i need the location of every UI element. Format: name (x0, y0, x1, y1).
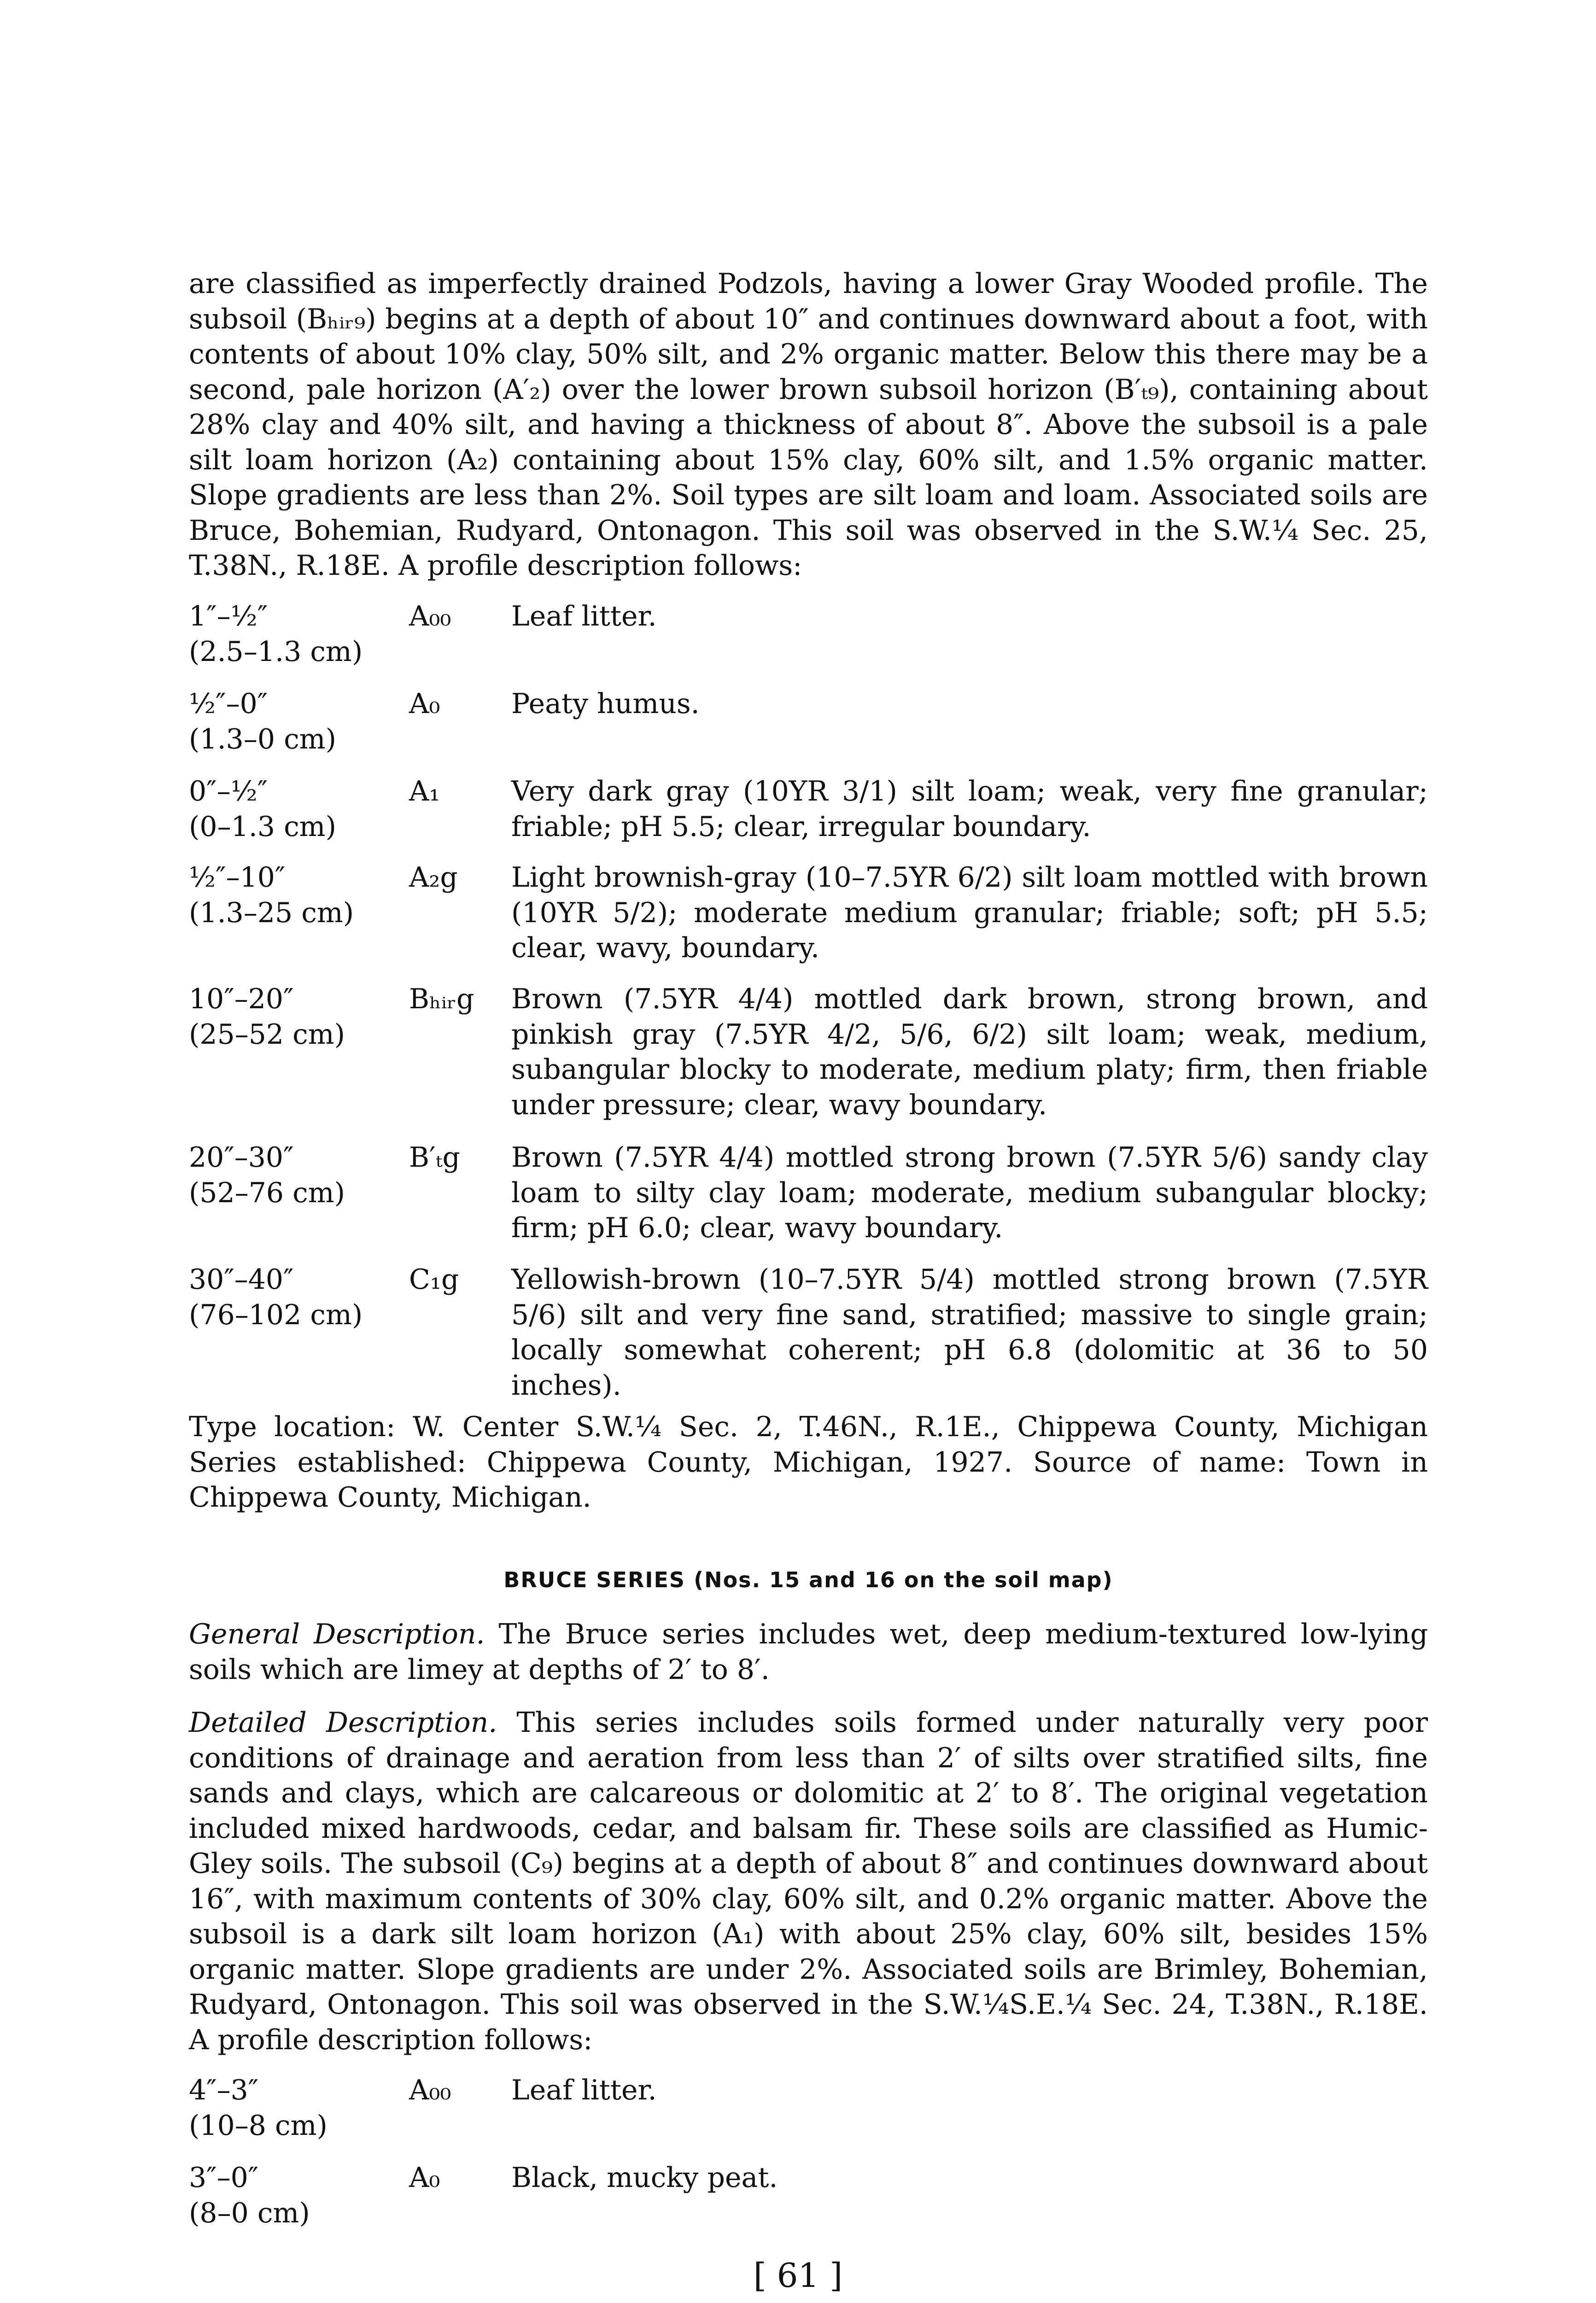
horizon-depth: 20″–30″ (52–76 cm) (189, 1141, 345, 1209)
horizon-symbol: Bₕᵢᵣg (409, 983, 474, 1015)
paragraph-text: This series includes soils formed under naturally very poor conditions of drainage and aeration from less than 2′ of silts over stratified silts, fine sands and clays, which are calcareous or dolomitic at 2′ to 8′. The original vegetation included mixed hardwoods, cedar, and balsam fir. These soils are classified as Humic-Gley soils. The subsoil (C₉) begins at a depth of about 8″ and continues downward about 16″, with maximum contents of 30% clay, 60% silt, and 0.2% organic matter. Above the subsoil is a dark silt loam horizon (A₁) with about 25% clay, 60% silt, besides 15% organic matter. Slope gradients are under 2%. Associated soils are Brimley, Bohemian, Rudyard, Ontonagon. This soil was observed in the S.W.¼S.E.¼ Sec. 24, T.38N., R.18E. A profile description follows: (189, 1707, 1428, 2056)
horizon-depth: ½″–0″ (1.3–0 cm) (189, 688, 336, 755)
horizon-depth: 10″–20″ (25–52 cm) (189, 983, 345, 1051)
horizon-description: Yellowish-brown (10–7.5YR 5/4) mottled strong brown (7.5YR 5/6) silt and very fine sand, stratified; massive to single grain; locally somewhat coherent; pH 6.8 (dolomitic at 36 to 50 inches). (511, 1263, 1428, 1402)
horizon-row (189, 860, 1428, 982)
horizon-symbol: B′ₜg (409, 1141, 460, 1174)
horizon-description: Peaty humus. (511, 688, 700, 720)
horizon-symbol: A₀₀ (409, 600, 451, 632)
source-paragraph: Type location: W. Center S.W.¼ Sec. 2, T.46N., R.1E., Chippewa County, Michigan Series established: Chippewa County, Michigan, 1927. Source of name: Town in Chippewa County, Michigan. (189, 1411, 1428, 1514)
horizon-description: Light brownish-gray (10–7.5YR 6/2) silt loam mottled with brown (10YR 5/2); moderate medium granular; friable; soft; pH 5.5; clear, wavy, boundary. (511, 861, 1428, 964)
horizon-depth: ½″–10″ (1.3–25 cm) (189, 861, 354, 929)
horizon-symbol: C₁g (409, 1263, 459, 1296)
page-number: [ 61 ] (753, 2256, 843, 2295)
horizon-description: Black, mucky peat. (511, 2162, 778, 2194)
horizon-description: Leaf litter. (511, 600, 657, 632)
horizon-depth: 0″–½″ (0–1.3 cm) (189, 775, 336, 843)
intro-paragraph: are classified as imperfectly drained Podzols, having a lower Gray Wooded profile. The subsoil (Bₕᵢᵣ₉) begins at a depth of about 10″ and continues downward about a foot, with contents of about 10% clay, 50% silt, and 2% organic matter. Below this there may be a second, pale horizon (A′₂) over the lower brown subsoil horizon (B′ₜ₉), containing about 28% clay and 40% silt, and having a thickness of about 8″. Above the subsoil is a pale silt loam horizon (A₂) containing about 15% clay, 60% silt, and 1.5% organic matter. Slope gradients are less than 2%. Soil types are silt loam and loam. Associated soils are Bruce, Bohemian, Rudyard, Ontonagon. This soil was observed in the S.W.¼ Sec. 25, T.38N., R.18E. A profile description follows: (189, 268, 1428, 582)
horizon-depth: 3″–0″ (8–0 cm) (189, 2162, 310, 2229)
horizon-row (189, 2073, 1428, 2160)
horizon-depth: 4″–3″ (10–8 cm) (189, 2074, 327, 2142)
horizon-description: Brown (7.5YR 4/4) mottled strong brown (7.5YR 5/6) sandy clay loam to silty clay loam; moderate, medium subangular blocky; firm; pH 6.0; clear, wavy boundary. (511, 1141, 1428, 1244)
chippewa-profile-table (189, 599, 1428, 1409)
horizon-row (189, 599, 1428, 686)
horizon-description: Very dark gray (10YR 3/1) silt loam; weak, very fine granular; friable; pH 5.5; clear, irregular boundary. (511, 775, 1428, 843)
horizon-symbol: A₁ (409, 775, 440, 807)
section-heading: BRUCE SERIES (Nos. 15 and 16 on the soil map) (503, 1567, 1113, 1592)
horizon-row (189, 1140, 1428, 1262)
general-description-paragraph (189, 1617, 1428, 1687)
horizon-depth: 30″–40″ (76–102 cm) (189, 1263, 363, 1331)
horizon-symbol: A₀ (409, 2162, 440, 2194)
horizon-description: Brown (7.5YR 4/4) mottled dark brown, strong brown, and pinkish gray (7.5YR 4/2, 5/6, 6/2) silt loam; weak, medium, subangular blocky to moderate, medium platy; firm, then friable under pressure; clear, wavy boundary. (511, 983, 1428, 1121)
detailed-description-paragraph (189, 1705, 1428, 2058)
paragraph-lead: General Description. (189, 1618, 485, 1650)
horizon-symbol: A₂g (409, 861, 458, 894)
paragraph-lead: Detailed Description. (189, 1707, 497, 1739)
horizon-symbol: A₀₀ (409, 2074, 451, 2106)
horizon-row (189, 2160, 1428, 2248)
horizon-description: Leaf litter. (511, 2074, 657, 2106)
horizon-depth: 1″–½″ (2.5–1.3 cm) (189, 600, 363, 668)
horizon-row (189, 982, 1428, 1140)
horizon-symbol: A₀ (409, 688, 440, 720)
bruce-profile-table (189, 2073, 1428, 2248)
paragraph-text: The Bruce series includes wet, deep medium-textured low-lying soils which are limey at depths of 2′ to 8′. (189, 1618, 1428, 1686)
horizon-row (189, 774, 1428, 860)
horizon-row (189, 686, 1428, 774)
horizon-row (189, 1262, 1428, 1409)
